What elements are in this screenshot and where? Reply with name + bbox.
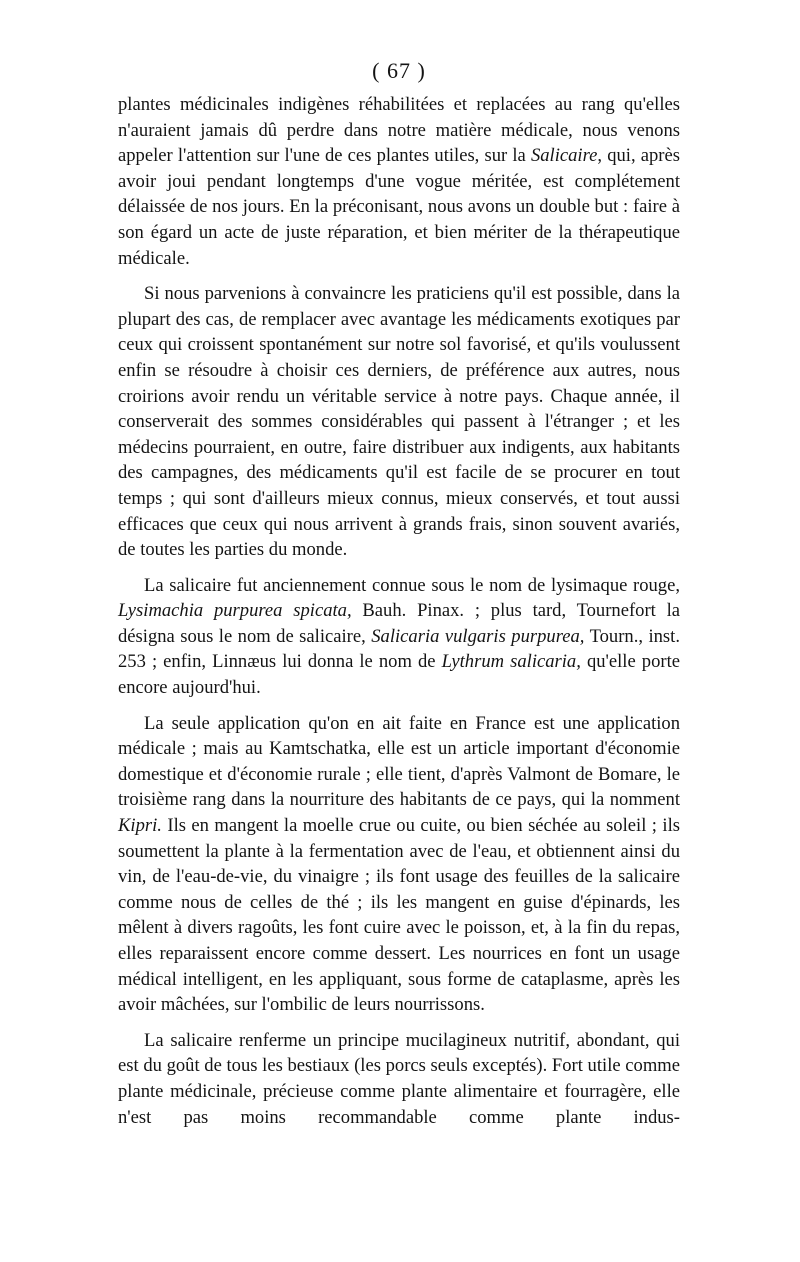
text-segment: Ils en mangent la moelle crue ou cuite, ou bien séchée au soleil ; ils soumettent la plante à la fermentation avec de l'eau, et obtiennent ainsi du vin, de l'eau-de-vie, du vinaigre ; ils font usage des feuilles de la salicaire comme nous de celles de thé ; ils les mangent en guise d'épinards, les mêlent à divers ragoûts, les font cuire avec le poisson, et, à la fin du repas, elles reparaissent encore comme dessert. Les nourrices en font un usage médical intelligent, en les appliquant, sous forme de cataplasme, après les avoir mâchées, sur l'ombilic de leurs nourrissons. — [118, 815, 680, 1016]
paragraph-p5 — [118, 1028, 680, 1130]
paragraph-p3 — [118, 573, 680, 701]
text-segment: Bauh. Pinax. ; plus tard, Tournefort la désigna sous le nom de salicaire, — [118, 600, 681, 647]
text-segment: qu'elle porte encore aujourd'hui. — [118, 651, 680, 699]
italic-text: Salicaria vulgaris purpurea, — [371, 625, 585, 647]
book-page — [118, 56, 680, 1140]
text-segment: plantes médicinales indigènes réhabilitées et replacées au rang qu'elles n'auraient jamais dû perdre dans notre matière médicale, nous venons appeler l'attention sur l'une de ces plantes utiles, sur la — [118, 94, 680, 167]
italic-text: Kipri. — [118, 815, 162, 837]
text-segment: Tourn., inst. 253 ; enfin, Linnæus lui donna le nom de — [118, 625, 680, 673]
paragraph-p4 — [118, 711, 680, 1018]
page-body-text — [118, 92, 680, 1130]
text-segment: La seule application qu'on en ait faite en France est une application médicale ; mais au Kamtschatka, elle est un article important d'économie domestique et d'économie rurale ; elle tient, d'après Valmont de Bomare, le troisième rang dans la nourriture des habitants de ce pays, qui la nomment — [118, 712, 680, 811]
paragraph-p1 — [118, 92, 680, 271]
italic-text: Lysimachia purpurea spicata, — [118, 600, 352, 622]
italic-text: Salicaire — [530, 145, 598, 167]
italic-text: Lythrum salicaria, — [441, 651, 581, 673]
text-segment: , qui, après avoir joui pendant longtemps d'une vogue méritée, est complétement délaissée de nos jours. En la préconisant, nous avons un double but : faire à son égard un acte de juste réparation, et bien mériter de la thérapeutique médicale. — [118, 145, 680, 269]
paragraph-p2 — [118, 281, 680, 563]
text-segment: Si nous parvenions à convaincre les praticiens qu'il est possible, dans la plupart des cas, de remplacer avec avantage les médicaments exotiques par ceux qui croissent spontanément sur notre sol favorisé, et qu'ils voulussent enfin se résoudre à choisir ces derniers, de préférence aux autres, nous croirions avoir rendu un véritable service à notre pays. Chaque année, il conserverait des sommes considérables qui passent à l'étranger ; et les médecins pourraient, en outre, faire distribuer aux indigents, aux habitants des campagnes, des médicaments qu'il est facile de se procurer en tout temps ; qui sont d'ailleurs mieux connus, mieux conservés, et tout aussi efficaces que ceux qui nous arrivent à grands frais, sinon souvent avariés, de toutes les parties du monde. — [118, 283, 680, 561]
text-segment: La salicaire renferme un principe mucilagineux nutritif, abondant, qui est du goût de tous les bestiaux (les porcs seuls exceptés). Fort utile comme plante médicinale, précieuse comme plante alimentaire et fourragère, elle n'est pas moins recommandable comme plante indus- — [118, 1029, 680, 1128]
text-segment: La salicaire fut anciennement connue sous le nom de lysimaque rouge, — [144, 574, 680, 596]
page-number: ( 67 ) — [372, 58, 426, 83]
